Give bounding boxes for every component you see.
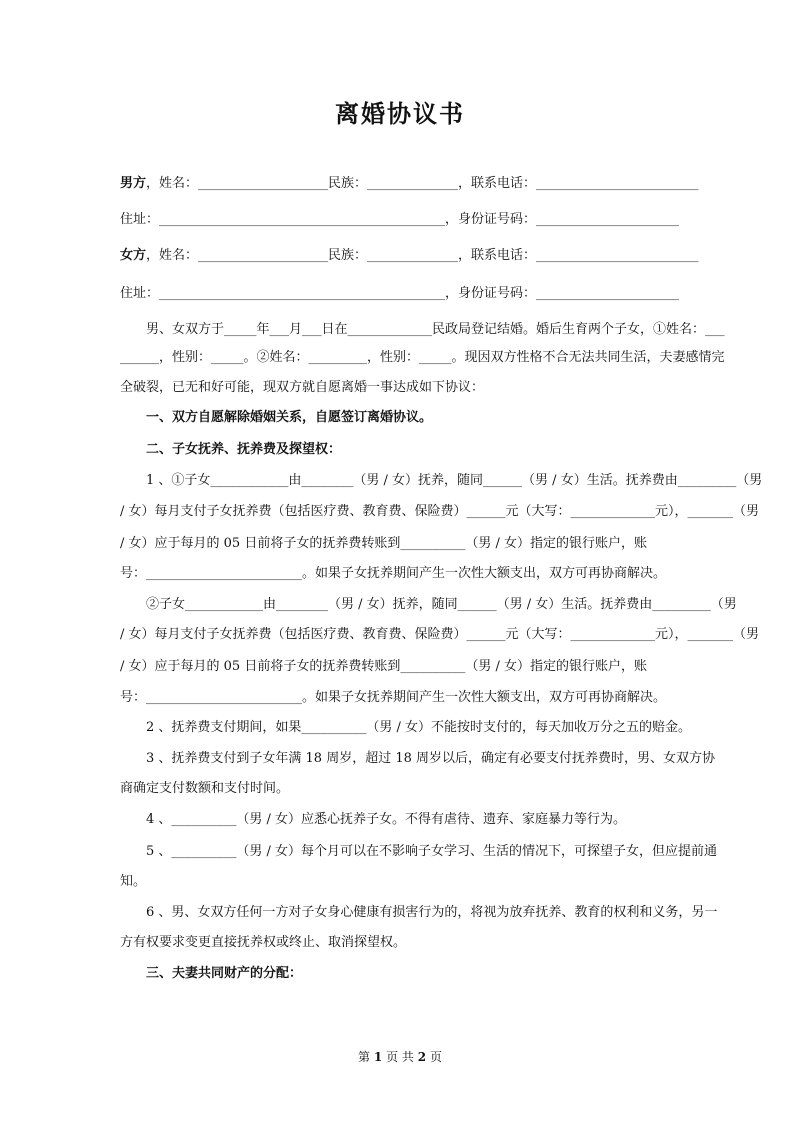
document-line: 住址：____________________________________________，身份证号码：______________________	[120, 212, 680, 227]
document-line: 3 、抚养费支付到子女年满 18 周岁，超过 18 周岁以后，确定有必要支付抚养费时，男、女双方协	[120, 751, 716, 766]
document-line: 三、夫妻共同财产的分配：	[120, 966, 303, 981]
footer-page-total: 2	[417, 1050, 427, 1064]
document-line: 2 、抚养费支付期间，如果__________（男 / 女）不能按时支付的，每天加收万分之五的赔金。	[120, 720, 692, 735]
document-line: 商确定支付数额和支付时间。	[120, 781, 290, 796]
document-line: 住址：____________________________________________，身份证号码：______________________	[120, 286, 680, 301]
document-line: 全破裂，已无和好可能，现双方就自愿离婚一事达成如下协议：	[120, 380, 485, 395]
document-line: 号：________________________。如果子女抚养期间产生一次性大额支出，双方可再协商解决。	[120, 566, 667, 581]
party-label: 女方	[120, 248, 147, 263]
footer-label-total-unit: 页	[429, 1050, 442, 1064]
document-line	[120, 174, 699, 194]
document-line: ②子女____________由________（男 / 女）抚养，随同______（男 / 女）生活。抚养费由_________（男	[120, 597, 737, 612]
document-title: 离婚协议书	[335, 99, 465, 128]
document-line: 知。	[120, 874, 147, 889]
document-line: 1 、①子女____________由________（男 / 女）抚养，随同______（男 / 女）生活。抚养费由_________（男	[120, 473, 763, 488]
document-line: 方有权要求变更直接抚养权或终止、取消探望权。	[120, 935, 407, 950]
document-line: 5 、__________（男 / 女）每个月可以在不影响子女学习、生活的情况下，可探望子女，但应提前通	[120, 844, 718, 859]
document-line: ______，性别：_____。②姓名：_________，性别：_____。现因双方性格不合无法共同生活，夫妻感情完	[120, 350, 725, 365]
footer-page-current: 1	[373, 1050, 383, 1064]
line-text: ，姓名：____________________民族：______________，联系电话：_________________________	[146, 248, 699, 263]
document-line: 一、双方自愿解除婚姻关系，自愿签订离婚协议。	[120, 410, 433, 425]
footer-label-page: 第	[358, 1050, 371, 1064]
document-line: / 女）应于每月的 05 日前将子女的抚养费转账到__________（男 / 女）指定的银行账户，账	[120, 536, 647, 551]
document-line: 号：________________________。如果子女抚养期间产生一次性大额支出，双方可再协商解决。	[120, 690, 667, 705]
document-line	[120, 246, 699, 266]
document-line: 二、子女抚养、抚养费及探望权：	[120, 442, 342, 457]
document-line: 男、女双方于_____年___月___日在_____________民政局登记结婚。婚后生育两个子女，①姓名：___	[120, 322, 725, 337]
document-line: / 女）每月支付子女抚养费（包括医疗费、教育费、保险费）______元（大写：_____________元），_______（男	[120, 504, 760, 519]
document-line: / 女）每月支付子女抚养费（包括医疗费、教育费、保险费）______元（大写：_____________元），_______（男	[120, 627, 760, 642]
footer-label-total: 共	[401, 1050, 414, 1064]
line-text: ，姓名：____________________民族：______________，联系电话：_________________________	[146, 176, 699, 191]
party-label: 男方	[120, 176, 147, 191]
document-line: / 女）应于每月的 05 日前将子女的抚养费转账到__________（男 / 女）指定的银行账户，账	[120, 659, 647, 674]
footer-label-page-unit: 页	[386, 1050, 399, 1064]
document-line: 4 、__________（男 / 女）应悉心抚养子女。不得有虐待、遗弃、家庭暴力等行为。	[120, 812, 627, 827]
page-footer	[0, 1048, 800, 1066]
document-line: 6 、男、女双方任何一方对子女身心健康有损害行为的，将视为放弃抚养、教育的权利和义务，另一	[120, 905, 718, 920]
